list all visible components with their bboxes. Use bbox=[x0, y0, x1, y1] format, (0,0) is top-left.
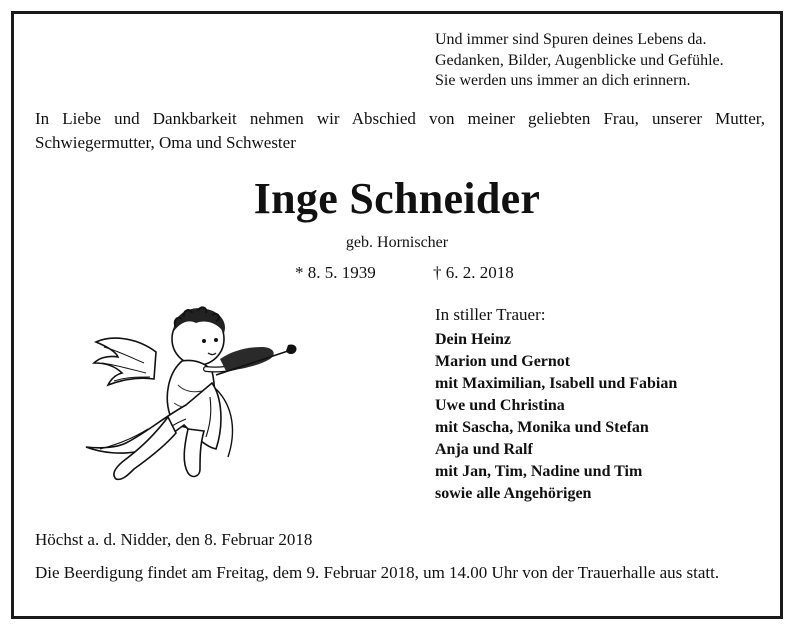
mourner-name: mit Maximilian, Isabell und Fabian bbox=[435, 375, 678, 392]
maiden-name: geb. Hornischer bbox=[345, 234, 449, 251]
mourner-name: mit Jan, Tim, Nadine und Tim bbox=[435, 463, 643, 480]
mourner-name: Uwe und Christina bbox=[435, 397, 565, 414]
life-dates bbox=[295, 263, 514, 283]
birth-date: * 8. 5. 1939 bbox=[295, 263, 376, 282]
mourners-block bbox=[435, 303, 775, 505]
mourners-heading: In stiller Trauer: bbox=[435, 305, 546, 324]
poem-line: Gedanken, Bilder, Augenblicke und Gefühle. bbox=[435, 51, 724, 69]
mourner-name: Anja und Ralf bbox=[435, 441, 533, 458]
mourner-name: Marion und Gernot bbox=[435, 353, 571, 370]
angel-cherub-violin-icon bbox=[56, 297, 306, 487]
deceased-name: Inge Schneider bbox=[253, 174, 541, 223]
mourner-name: sowie alle Angehörigen bbox=[435, 485, 592, 502]
place-and-date: Höchst a. d. Nidder, den 8. Februar 2018 bbox=[35, 530, 313, 549]
obituary-notice bbox=[11, 11, 783, 619]
poem-line: Und immer sind Spuren deines Lebens da. bbox=[435, 31, 707, 48]
death-date: † 6. 2. 2018 bbox=[433, 263, 514, 282]
poem bbox=[435, 30, 780, 92]
mourner-name: Dein Heinz bbox=[435, 331, 511, 348]
intro-text: In Liebe und Dankbarkeit nehmen wir Abschied von meiner geliebten Frau, unserer Mutter, Schwiegermutter, Oma und Schwester bbox=[35, 109, 765, 152]
poem-line: Sie werden uns immer an dich erinnern. bbox=[435, 72, 691, 89]
mourner-name: mit Sascha, Monika und Stefan bbox=[435, 419, 649, 436]
funeral-info: Die Beerdigung findet am Freitag, dem 9. Februar 2018, um 14.00 Uhr von der Trauerhalle aus statt. bbox=[35, 563, 720, 582]
